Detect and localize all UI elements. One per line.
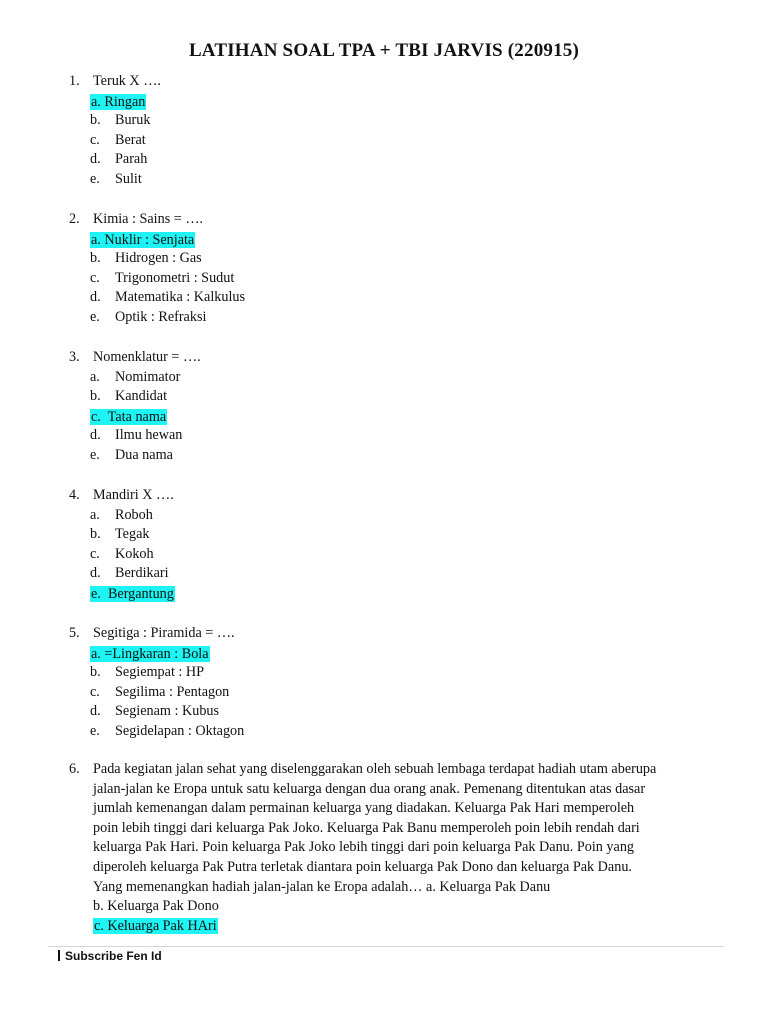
answer-option-highlighted — [69, 92, 719, 112]
question-text: Kimia : Sains = …. — [93, 211, 204, 227]
option-text: Segienam : Kubus — [115, 703, 220, 720]
option-letter: b. — [90, 526, 101, 543]
answer-option — [69, 702, 719, 722]
paragraph-line: poin lebih tinggi dari keluarga Pak Joko. Keluarga Pak Banu memperoleh poin lebih rendah dari — [93, 819, 640, 836]
option-letter: d. — [90, 427, 101, 444]
highlighted-answer: a. =Lingkaran : Bola — [91, 645, 209, 662]
answer-option-highlighted — [69, 230, 719, 250]
option-letter: c. — [90, 545, 100, 562]
question-paragraph — [93, 760, 723, 936]
answer-option — [69, 368, 719, 388]
option-text: Roboh — [115, 506, 153, 523]
option-letter: b. — [90, 250, 101, 267]
option-letter: d. — [90, 151, 101, 168]
question-number: 3. — [69, 349, 80, 365]
option-letter: b. — [90, 388, 101, 405]
answer-option — [69, 545, 719, 565]
option-letter: b. — [90, 664, 101, 681]
answer-option — [69, 722, 719, 742]
question-text: Nomenklatur = …. — [93, 349, 201, 365]
option-letter: c. — [90, 683, 100, 700]
option-text: Dua nama — [115, 446, 173, 463]
question-4 — [69, 486, 719, 604]
question-number: 4. — [69, 487, 80, 503]
paragraph-line: diperoleh keluarga Pak Putra terletak diantara poin keluarga Pak Dono dan keluarga Pak Danu. — [93, 858, 632, 875]
highlighted-answer: c. Keluarga Pak HAri — [94, 917, 217, 934]
option-text: Sulit — [115, 170, 142, 187]
option-text: Tegak — [115, 526, 150, 543]
answer-option — [69, 150, 719, 170]
option-text: Matematika : Kalkulus — [115, 289, 246, 306]
paragraph-line: Yang memenangkan hadiah jalan-jalan ke Eropa adalah… a. Keluarga Pak Danu — [93, 878, 551, 895]
paragraph-line: Pada kegiatan jalan sehat yang diselenggarakan oleh sebuah lembaga terdapat hadiah utam aberupa — [93, 761, 657, 777]
option-text: Kandidat — [115, 388, 168, 405]
answer-option — [69, 663, 719, 683]
highlighted-answer: c. Tata nama — [91, 408, 167, 425]
option-text: Segidelapan : Oktagon — [115, 722, 245, 739]
option-text: Segiempat : HP — [115, 664, 205, 681]
question-stem — [69, 210, 719, 230]
option-letter: d. — [90, 565, 101, 582]
question-number: 5. — [69, 625, 80, 641]
footer-divider — [48, 946, 724, 947]
option-text: Berdikari — [115, 565, 169, 582]
paragraph-line: keluarga Pak Hari. Poin keluarga Pak Joko lebih tinggi dari poin keluarga Pak Danu. Poin yang — [93, 839, 635, 856]
paragraph-line: jumlah kemenangan dalam permainan keluarga yang diadakan. Keluarga Pak Hari memperoleh — [93, 800, 635, 817]
question-2 — [69, 210, 719, 328]
option-letter: d. — [90, 289, 101, 306]
answer-option — [69, 387, 719, 407]
option-letter: d. — [90, 703, 101, 720]
option-letter: b. — [90, 112, 101, 129]
question-5 — [69, 624, 719, 742]
option-text: Buruk — [115, 112, 151, 129]
answer-option-highlighted — [69, 407, 719, 427]
answer-option — [69, 426, 719, 446]
question-stem — [69, 348, 719, 368]
question-text: Segitiga : Piramida = …. — [93, 625, 235, 641]
question-stem — [69, 486, 719, 506]
answer-option — [69, 170, 719, 190]
highlighted-answer: e. Bergantung — [91, 585, 174, 602]
option-text: Hidrogen : Gas — [115, 250, 202, 267]
question-number: 2. — [69, 211, 80, 227]
question-text: Teruk X …. — [93, 73, 161, 89]
answer-option — [69, 525, 719, 545]
option-letter: e. — [90, 446, 100, 463]
question-number: 6. — [69, 761, 80, 777]
paragraph-line: jalan-jalan ke Eropa untuk satu keluarga dengan dua orang anak. Pemenang ditentukan atas dasar — [93, 780, 646, 797]
option-text: Berat — [115, 131, 146, 148]
option-letter: e. — [90, 170, 100, 187]
footer-bar-mark — [58, 950, 60, 961]
option-text: Segilima : Pentagon — [115, 683, 230, 700]
answer-option-highlighted — [93, 917, 723, 937]
option-letter: a. — [90, 368, 100, 385]
question-1 — [69, 72, 719, 190]
document-title: LATIHAN SOAL TPA + TBI JARVIS (220915) — [188, 40, 580, 61]
page-footer — [58, 948, 162, 964]
answer-option-highlighted — [69, 644, 719, 664]
answer-option — [69, 446, 719, 466]
answer-option-highlighted — [69, 584, 719, 604]
answer-option — [69, 249, 719, 269]
answer-option — [69, 564, 719, 584]
option-letter: e. — [90, 722, 100, 739]
answer-option — [69, 269, 719, 289]
option-text: Kokoh — [115, 545, 154, 562]
answer-option — [69, 683, 719, 703]
answer-option: b. Keluarga Pak Dono — [93, 898, 219, 915]
option-letter: c. — [90, 131, 100, 148]
answer-option — [69, 111, 719, 131]
question-text: Mandiri X …. — [93, 487, 174, 503]
option-letter: c. — [90, 269, 100, 286]
answer-option — [69, 288, 719, 308]
answer-option — [69, 131, 719, 151]
option-letter: e. — [90, 308, 100, 325]
option-letter: a. — [90, 506, 100, 523]
question-3 — [69, 348, 719, 466]
question-stem — [69, 624, 719, 644]
question-number: 1. — [69, 73, 80, 89]
option-text: Trigonometri : Sudut — [115, 269, 235, 286]
option-text: Nomimator — [115, 368, 181, 385]
answer-option — [69, 308, 719, 328]
option-text: Optik : Refraksi — [115, 308, 207, 325]
question-stem — [69, 72, 719, 92]
option-text: Ilmu hewan — [115, 427, 183, 444]
footer-text: Subscribe Fen Id — [65, 949, 162, 963]
highlighted-answer: a. Nuklir : Senjata — [91, 231, 195, 248]
answer-option — [69, 506, 719, 526]
option-text: Parah — [115, 151, 148, 168]
highlighted-answer: a. Ringan — [91, 93, 146, 110]
